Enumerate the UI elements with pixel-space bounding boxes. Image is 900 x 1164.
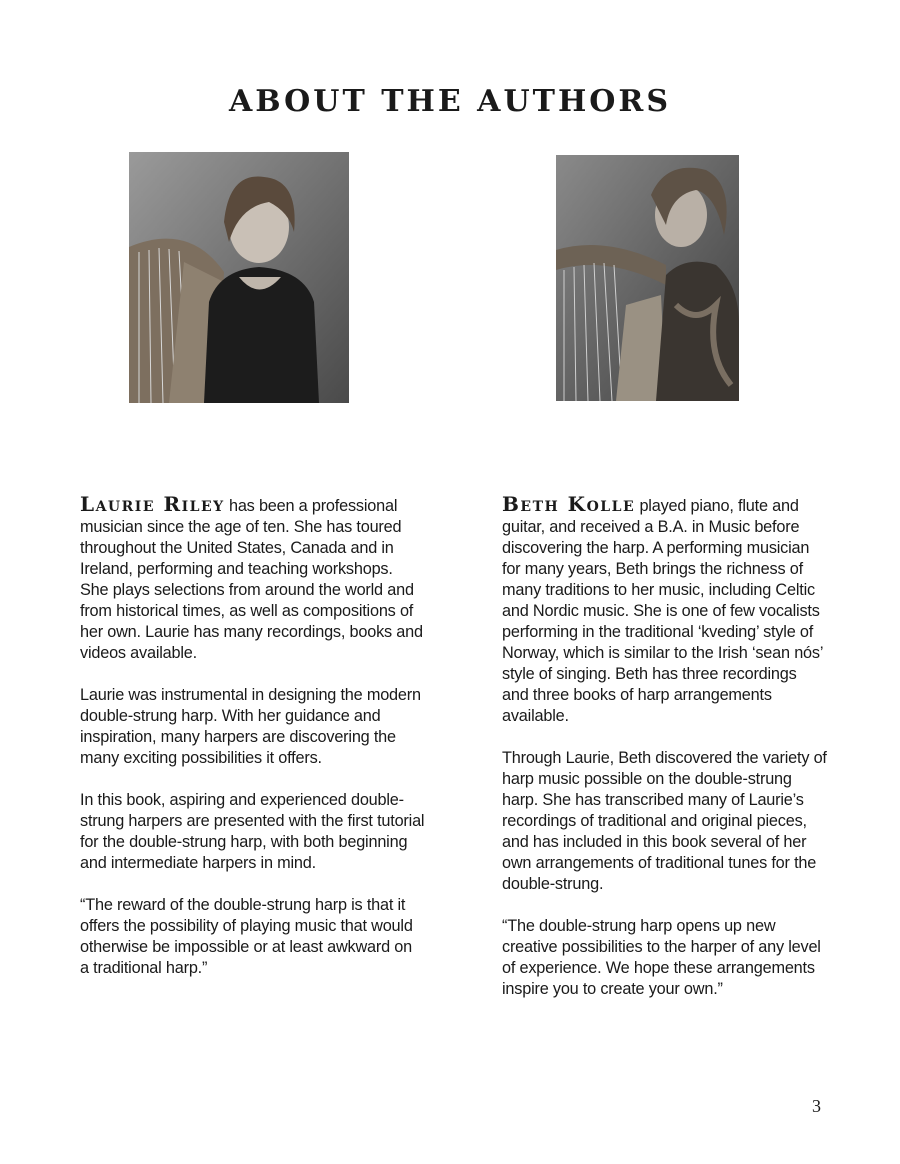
author-quote: “The reward of the double-strung harp is that it offers the possibility of playing music that would otherwise be impossible or at least awkward on a traditional harp.” [80, 896, 413, 977]
bio-paragraph: In this book, aspiring and experienced double-strung harpers are presented with the first tutorial for the double-strung harp, with both beginning and intermediate harpers in mind. [80, 791, 425, 872]
photo-beth-kolle [556, 155, 739, 401]
bio-text: has been a professional musician since the age of ten. She has toured throughout the United States, Canada and in Ireland, performing and teaching workshops. She plays selections from around the world and from historical times, as well as compositions of her own. Laurie has many recordings, books and videos available. [80, 497, 423, 662]
author-name: Beth Kolle [502, 492, 636, 516]
bio-paragraph: Laurie was instrumental in designing the modern double-strung harp. With her guidance and inspiration, many harpers are discovering the many exciting possibilities it offers. [80, 686, 421, 767]
author-bio-beth [502, 494, 827, 1021]
portrait-image [129, 152, 349, 403]
photo-laurie-riley [129, 152, 349, 403]
page-number: 3 [812, 1096, 821, 1116]
bio-paragraph [80, 494, 425, 664]
bio-text: played piano, flute and guitar, and received a B.A. in Music before discovering the harp. A performing musician for many years, Beth brings the richness of many traditions to her music, including Celtic and Nordic music. She is one of few vocalists performing in the traditional ‘kveding’ style of Norway, which is similar to the Irish ‘sean nós’ style of singing. Beth has three recordings and three books of harp arrangements available. [502, 497, 823, 725]
portrait-image [556, 155, 739, 401]
bio-paragraph: Through Laurie, Beth discovered the variety of harp music possible on the double-strung harp. She has transcribed many of Laurie’s recordings of traditional and original pieces, and has included in this book several of her own arrangements of traditional tunes for the double-strung. [502, 749, 827, 893]
author-name: Laurie Riley [80, 492, 225, 516]
author-quote: “The double-strung harp opens up new creative possibilities to the harper of any level of experience. We hope these arrangements inspire you to create your own.” [502, 917, 821, 998]
bio-paragraph [502, 494, 827, 727]
page-title: ABOUT THE AUTHORS [228, 84, 672, 119]
author-bio-laurie [80, 494, 425, 1000]
